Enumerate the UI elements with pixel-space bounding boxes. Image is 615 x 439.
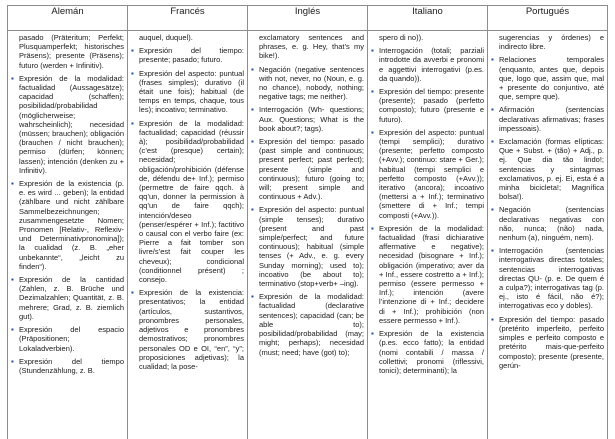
bullet-item: ▪ Expresión del tiempo: pasado (past simple and continuous; present perfect; past perfect); presente (simple and continuous); futuro (going to; will; present simple and continuous + Adv.).: [251, 137, 364, 201]
bullet-item: ▪ Interrogación (Wh- questions; Aux. Questions; What is the book about?; tags).: [251, 105, 364, 133]
column-cell-ingles: [248, 31, 368, 439]
column-header-ingles: Inglés: [248, 6, 368, 31]
bullet-item: ▪ Expresión del aspecto: puntual (tempi semplici); durativo (presente; perfetto composto (+Avv.); continuo: stare + Ger.); habitual (tempi semplici e perfetto composto (+Avv.)); iterativo (ancora); incoativo (mettersi a + Inf.); terminativo (smettere di + Inf.; tempi composti (+Avv.)).: [371, 128, 484, 220]
bullet-item: ▪ Expresión del aspecto: puntual (frases simples); durativo (il était une fois); habitual (de temps en temps, chaque, tous les); incoativo; terminativo.: [131, 69, 244, 115]
column-cell-italiano: [368, 31, 488, 439]
bullet-item: ▪ Expresión del espacio (Präpositionen; Lokaladverbien).: [11, 325, 124, 353]
language-content-table: [7, 5, 608, 439]
bullet-item: ▪ Expresión del tiempo: presente; pasado; futuro.: [131, 46, 244, 64]
bullet-item: ▪ Expresión de la modalidad: factualidad (Aussagesätze); capacidad (schaffen); posibilidad/probabilidad (möglicherweise; wahrscheinlich); necesidad (müssen; brauchen); obligación (brauchen / nicht brauchen); permiso (dürfen; können; lassen); intención (denken zu + Infinitiv).: [11, 74, 124, 175]
column-header-aleman: Alemán: [8, 6, 128, 31]
continued-text: spero di no)).: [379, 33, 424, 42]
bullet-item: ▪ Expresión del tiempo: presente (presente); pasado (perfetto composto); futuro (presente e futuro).: [371, 87, 484, 124]
column-cell-frances: [128, 31, 248, 439]
bullet-item: ▪ Afirmación (sentencias declarativas afirmativas; frases impessoais).: [491, 105, 604, 133]
column-header-italiano: Italiano: [368, 6, 488, 31]
bullet-item: ▪ Expresión de la modalidad: factualidad (declarative sentences); capacidad (can; be able to); posibilidad/probabilidad (may; might; perhaps); necesidad (must; need; have (got) to);: [251, 292, 364, 356]
continued-text: exclamatory sentences and phrases, e. g. Hey, that’s my bike!).: [259, 33, 364, 61]
continued-text: auquel, duquel).: [139, 33, 193, 42]
bullet-item: ▪ Expresión del tiempo: pasado (pretérito imperfeito, perfeito simples e perfeito composto e pretérito mais-que-perfeito composto); presente (presente, gerún-: [491, 315, 604, 370]
column-cell-portugues: [488, 31, 608, 439]
column-header-portugues: Portugués: [488, 6, 608, 31]
header-row: [8, 6, 608, 31]
bullet-item: ▪ Negación (sentencias declarativas negativas con não, nunca; (não) nada, nenhum (a), ninguém, nem).: [491, 205, 604, 242]
content-row: [8, 31, 608, 439]
column-cell-aleman: [8, 31, 128, 439]
column-header-frances: Francés: [128, 6, 248, 31]
bullet-item: ▪ Expresión de la cantidad (Zahlen, z. B. Brüche und Dezimalzahlen; Quantität, z. B. mehrere; Grad, z. B. ziemlich gut).: [11, 275, 124, 321]
bullet-item: ▪ Negación (negative sentences with not, never, no (Noun, e. g. no chance), nobody, nothing; negative tags; me neither).: [251, 65, 364, 102]
bullet-item: ▪ Relaciones temporales (enquanto, antes que, depois que, logo que, assim que, mal + presente do conjuntivo, até que, sempre que).: [491, 55, 604, 101]
bullet-item: ▪ Expresión de la existencia: presentativos; la entidad (artículos, sustantivos, pronombres personales, adjetivos e pronombres demostrativos; pronombres personales OD e OI, “en”, “y”; proposiciones adjetivas); la cualidad; la pose-: [131, 288, 244, 371]
bullet-item: ▪ Interrogación (totali; parziali introdotte da avverbi e pronomi e aggettivi interrogativi (p.es. da quando)).: [371, 46, 484, 83]
bullet-item: ▪ Exclamación (formas elípticas: Que + Subst. + (tão) + Adj., p. ej. Que dia tão lindo!; sentencias y sintagmas exclamativos, p. ej. Ei, esta é a minha bicicleta!; Magnífica bolsa!).: [491, 137, 604, 201]
bullet-item: ▪ Interrogación (sentencias interrogativas directas totales; sentencias interrogativas directas QU- (p. e. De quem é a culpa?); interrogativas tag (p. ej., isto é fácil, não é?); interrogativas eco y dobles).: [491, 246, 604, 310]
bullet-item: ▪ Expresión del aspecto: puntual (simple tenses); durativo (present and past simple/perfect; and future continuous); habitual (simple tenses (+ Adv., e. g. every Sunday morning); used to); incoativo (be about to); terminativo (stop+verb+ –ing).: [251, 205, 364, 288]
bullet-item: ▪ Expresión de la existencia (p. e. es wird ... geben); la entidad (zählbare und nicht zählbare Sammelbezeichnungen; zusammengesetzte Nomen; Pronomen [Relativ-, Reflexiv- und Determinativpronomina]); la cualidad (z. B. „eher unbekannte“, „leicht zu finden“).: [11, 179, 124, 271]
bullet-item: ▪ Expresión de la existencia (p.es. ecco fatto); la entidad (nomi contabili / massa / collettivi; pronomi (riflessivi, tonici); determinanti); la: [371, 329, 484, 375]
bullet-item: ▪ Expresión de la modalidad: factualidad; capacidad (réussir à); posibilidad/probabilidad (c’est (presque) certain); necesidad; obligación/prohibición (défense de, défendu de+ Inf.); permiso (permettre de faire qqch. à qq’un, donner la permission à qq’un de faire qqch); intención/deseo (penser/espérer + Inf.); factitivo o causal con el verbo faire (ex: Pierre a fait tomber son livre/s’est fait couper les cheveux); condicional (conditionnel présent) ; consejo.: [131, 119, 244, 285]
bullet-item: ▪ Expresión de la modalidad: factualidad (frasi dichiarative affermative e negative); necesidad (bisognare + Inf.); obligación (imperativo; aver da + Inf., essere costretto a + Inf.); permiso (essere permesso + Inf.); intención (avere l’intenzione di + Inf.; decidere di + Inf.); prohibición (non essere permesso + Inf.).: [371, 224, 484, 325]
bullet-item: ▪ Expresión del tiempo (Stundenzählung, z. B.: [11, 357, 124, 375]
continued-text: sugerencias y órdenes) e indirecto libre.: [499, 33, 604, 52]
continued-text: pasado (Präteritum; Perfekt; Plusquamperfekt; historisches Präsens); presente (Präsens); futuro (werden + Infinitiv).: [19, 33, 124, 70]
